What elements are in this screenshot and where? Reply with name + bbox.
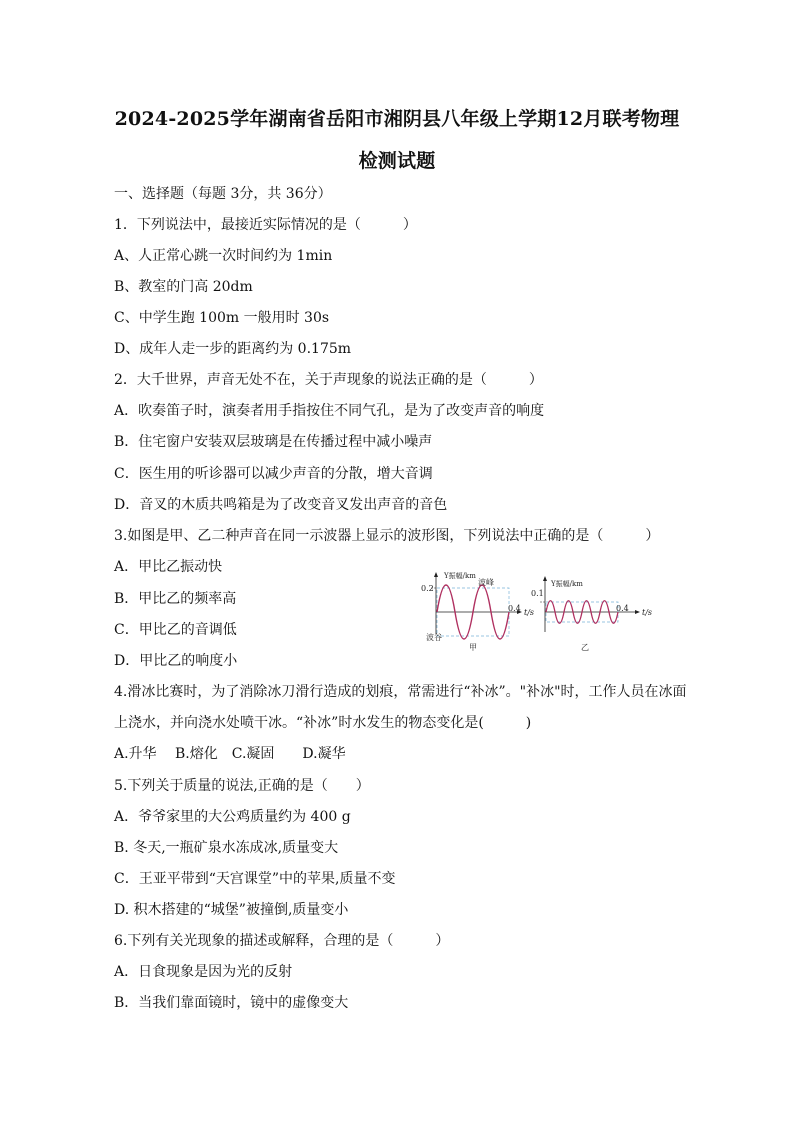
- yi-y-axis-label: Y振幅/km: [551, 580, 583, 588]
- yi-x-tick: 0.4: [616, 604, 629, 613]
- question-4-options: A.升华 B.熔化 C.凝固 D.凝华: [114, 746, 346, 762]
- question-4-stem: 4.滑冰比赛时，为了消除冰刀滑行造成的划痕，常需进行“补冰”。"补冰"时，工作人员在冰面: [114, 684, 687, 700]
- waveform-figure: [418, 572, 658, 654]
- question-3-stem: 3.如图是甲、乙二种声音在同一示波器上显示的波形图，下列说法中正确的是（ ）: [114, 528, 660, 544]
- question-6-option-a: A．日食现象是因为光的反射: [114, 964, 293, 980]
- waveform-graph-jia: [421, 572, 534, 652]
- jia-x-axis-label: t/s: [524, 608, 535, 617]
- document-title-line2: 检测试题: [358, 150, 436, 172]
- question-2-option-a: A．吹奏笛子时，演奏者用手指按住不同气孔，是为了改变声音的响度: [114, 403, 545, 419]
- question-2-option-c: C．医生用的听诊器可以减少声音的分散，增大音调: [114, 466, 433, 482]
- question-1-stem: 1．下列说法中，最接近实际情况的是（ ）: [114, 217, 417, 233]
- question-6-stem: 6.下列有关光现象的描述或解释，合理的是（ ）: [114, 933, 450, 949]
- jia-crest-label: 波峰: [478, 578, 494, 587]
- question-5-option-d: D. 积木搭建的“城堡”被撞倒,质量变小: [114, 902, 349, 918]
- question-3-option-d: D．甲比乙的响度小: [114, 653, 238, 669]
- question-3-option-c: C．甲比乙的音调低: [114, 622, 237, 638]
- question-4-stem-continued: 上浇水，并向浇水处喷干冰。“补冰”时水发生的物态变化是( ): [114, 715, 532, 731]
- question-5-stem: 5.下列关于质量的说法,正确的是（ ）: [114, 778, 370, 794]
- document-title-line1: 2024-2025学年湖南省岳阳市湘阴县八年级上学期12月联考物理: [114, 108, 680, 130]
- question-1-option-d: D、成年人走一步的距离约为 0.175m: [114, 341, 352, 357]
- question-5-option-a: A．爷爷家里的大公鸡质量约为 400 g: [114, 809, 351, 825]
- yi-x-axis-label: t/s: [642, 608, 653, 617]
- question-1-option-a: A、人正常心跳一次时间约为 1min: [114, 248, 333, 264]
- jia-y-axis-label: Y振幅/km: [444, 572, 476, 580]
- jia-caption: 甲: [469, 643, 477, 652]
- question-5-option-b: B. 冬天,一瓶矿泉水冻成冰,质量变大: [114, 840, 339, 856]
- question-2-option-d: D．音叉的木质共鸣箱是为了改变音叉发出声音的音色: [114, 497, 448, 513]
- jia-trough-label: 波谷: [426, 633, 442, 642]
- question-6-option-b: B．当我们靠面镜时，镜中的虚像变大: [114, 995, 349, 1011]
- jia-x-tick: 0.4: [508, 604, 521, 613]
- question-2-option-b: B．住宅窗户安装双层玻璃是在传播过程中减小噪声: [114, 434, 433, 450]
- yi-caption: 乙: [581, 643, 589, 652]
- jia-y-tick: 0.2: [421, 584, 434, 593]
- yi-y-tick: 0.1: [531, 589, 544, 598]
- question-3-option-b: B．甲比乙的频率高: [114, 591, 237, 607]
- waveform-graph-yi: [531, 576, 652, 652]
- question-5-option-c: C．王亚平带到“天宫课堂”中的苹果,质量不变: [114, 871, 396, 887]
- question-1-option-c: C、中学生跑 100m 一般用时 30s: [114, 310, 330, 326]
- section-heading: 一、选择题（每题 3分，共 36分）: [114, 186, 332, 202]
- question-1-option-b: B、教室的门高 20dm: [114, 279, 253, 295]
- question-2-stem: 2．大千世界，声音无处不在，关于声现象的说法正确的是（ ）: [114, 372, 543, 388]
- question-3-option-a: A．甲比乙振动快: [114, 559, 223, 575]
